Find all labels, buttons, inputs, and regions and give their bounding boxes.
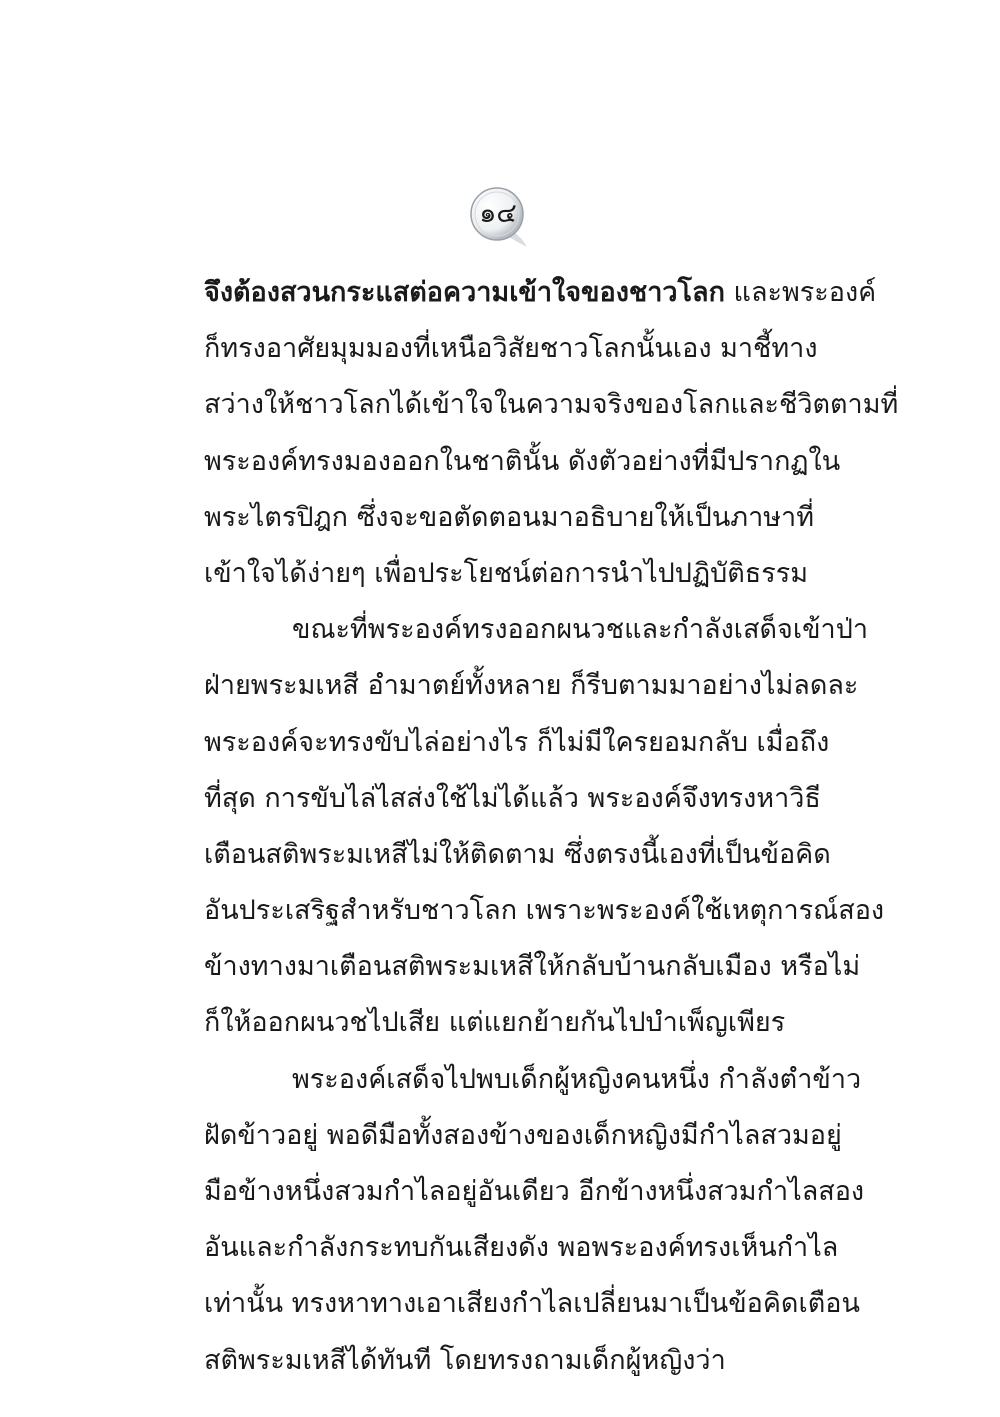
text-line: ที่สุด การขับไล่ไสส่งใช้ไม่ได้แล้ว พระองค์จึงทรงหาวิธี [204, 782, 821, 814]
text-line: เข้าใจได้ง่ายๆ เพื่อประโยชน์ต่อการนำไปปฏิบัติธรรม [204, 557, 809, 589]
text-line: สติพระมเหสีได้ทันที โดยทรงถามเด็กผู้หญิงว่า [204, 1344, 726, 1376]
text-line: มือข้างหนึ่งสวมกำไลอยู่อันเดียว อีกข้างหนึ่งสวมกำไลสอง [204, 1176, 865, 1207]
line-text: และพระองค์ [724, 277, 877, 308]
body-text [204, 265, 899, 1389]
text-line: พระองค์เสด็จไปพบเด็กผู้หญิงคนหนึ่ง กำลังตำข้าว [292, 1063, 862, 1095]
text-line: ฝัดข้าวอยู่ พอดีมือทั้งสองข้างของเด็กหญิงมีกำไลสวมอยู่ [204, 1119, 842, 1151]
page-number: ๑๔ [479, 198, 517, 229]
text-line: พระไตรปิฎก ซึ่งจะขอตัดตอนมาอธิบายให้เป็นภาษาที่ [204, 501, 814, 533]
text-line: ก็ให้ออกผนวชไปเสีย แต่แยกย้ายกันไปบำเพ็ญเพียร [204, 1007, 786, 1039]
text-line: ฝ่ายพระมเหสี อำมาตย์ทั้งหลาย ก็รีบตามมาอย่างไม่ลดละ [204, 670, 859, 702]
text-line: ขณะที่พระองค์ทรงออกผนวชและกำลังเสด็จเข้าป่า [292, 614, 868, 646]
text-line: พระองค์ทรงมองออกในชาตินั้น ดังตัวอย่างที่มีปรากฏใน [204, 445, 841, 477]
text-line: อันประเสริฐสำหรับชาวโลก เพราะพระองค์ใช้เหตุการณ์สอง [204, 895, 885, 927]
text-line [204, 265, 877, 321]
text-line: ข้างทางมาเตือนสติพระมเหสีให้กลับบ้านกลับเมือง หรือไม่ [204, 951, 861, 983]
text-line: พระองค์จะทรงขับไล่อย่างไร ก็ไม่มีใครยอมกลับ เมื่อถึง [204, 726, 830, 758]
text-line: เท่านั้น ทรงหาทางเอาเสียงกำไลเปลี่ยนมาเป็นข้อคิดเตือน [204, 1288, 860, 1320]
page-number-badge [463, 185, 533, 249]
text-line: สว่างให้ชาวโลกได้เข้าใจในความจริงของโลกและชีวิตตามที่ [204, 389, 899, 421]
text-line: เตือนสติพระมเหสีไม่ให้ติดตาม ซึ่งตรงนี้เองที่เป็นข้อคิด [204, 838, 831, 870]
text-line: ก็ทรงอาศัยมุมมองที่เหนือวิสัยชาวโลกนั้นเอง มาชี้ทาง [204, 333, 818, 365]
bold-phrase: จึงต้องสวนกระแสต่อความเข้าใจของชาวโลก [204, 277, 725, 308]
text-line: อันและกำลังกระทบกันเสียงดัง พอพระองค์ทรงเห็นกำไล [204, 1232, 839, 1264]
